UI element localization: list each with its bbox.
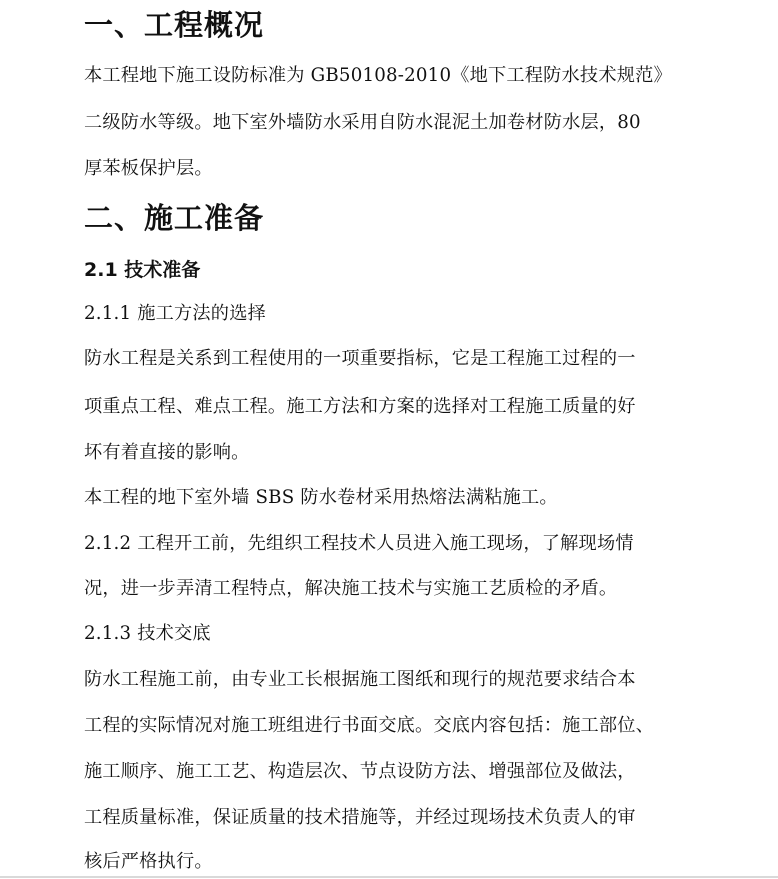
item-2-1-3-title: 2.1.3 技术交底 bbox=[84, 623, 211, 644]
subsection-2-1-heading: 2.1 技术准备 bbox=[84, 259, 201, 281]
section-2-heading: 二、施工准备 bbox=[84, 201, 265, 235]
item-2-1-2-line: 2.1.2 工程开工前，先组织工程技术人员进入施工现场，了解现场情 bbox=[84, 533, 634, 554]
item-2-1-3-line: 核后严格执行。 bbox=[84, 851, 213, 872]
item-2-1-1-line: 坏有着直接的影响。 bbox=[84, 442, 250, 463]
page-bottom-divider bbox=[0, 876, 778, 878]
item-2-1-3-line: 工程的实际情况对施工班组进行书面交底。交底内容包括：施工部位、 bbox=[84, 715, 655, 736]
section-1-paragraph-line: 二级防水等级。地下室外墙防水采用自防水混泥土加卷材防水层，80 bbox=[84, 112, 641, 133]
section-1-paragraph-line: 厚苯板保护层。 bbox=[84, 158, 213, 179]
section-1-paragraph-line: 本工程地下施工设防标准为 GB50108-2010《地下工程防水技术规范》 bbox=[84, 65, 672, 86]
item-2-1-1-extra-line: 本工程的地下室外墙 SBS 防水卷材采用热熔法满粘施工。 bbox=[84, 487, 558, 508]
item-2-1-3-line: 防水工程施工前，由专业工长根据施工图纸和现行的规范要求结合本 bbox=[84, 669, 636, 690]
item-2-1-1-line: 项重点工程、难点工程。施工方法和方案的选择对工程施工质量的好 bbox=[84, 396, 636, 417]
item-2-1-2-line: 况，进一步弄清工程特点，解决施工技术与实施工艺质检的矛盾。 bbox=[84, 578, 618, 599]
item-2-1-3-line: 施工顺序、施工工艺、构造层次、节点设防方法、增强部位及做法， bbox=[84, 761, 636, 782]
item-2-1-3-line: 工程质量标准，保证质量的技术措施等，并经过现场技术负责人的审 bbox=[84, 807, 636, 828]
section-1-heading: 一、工程概况 bbox=[84, 8, 265, 42]
item-2-1-1-title: 2.1.1 施工方法的选择 bbox=[84, 303, 266, 324]
item-2-1-1-line: 防水工程是关系到工程使用的一项重要指标，它是工程施工过程的一 bbox=[84, 348, 636, 369]
